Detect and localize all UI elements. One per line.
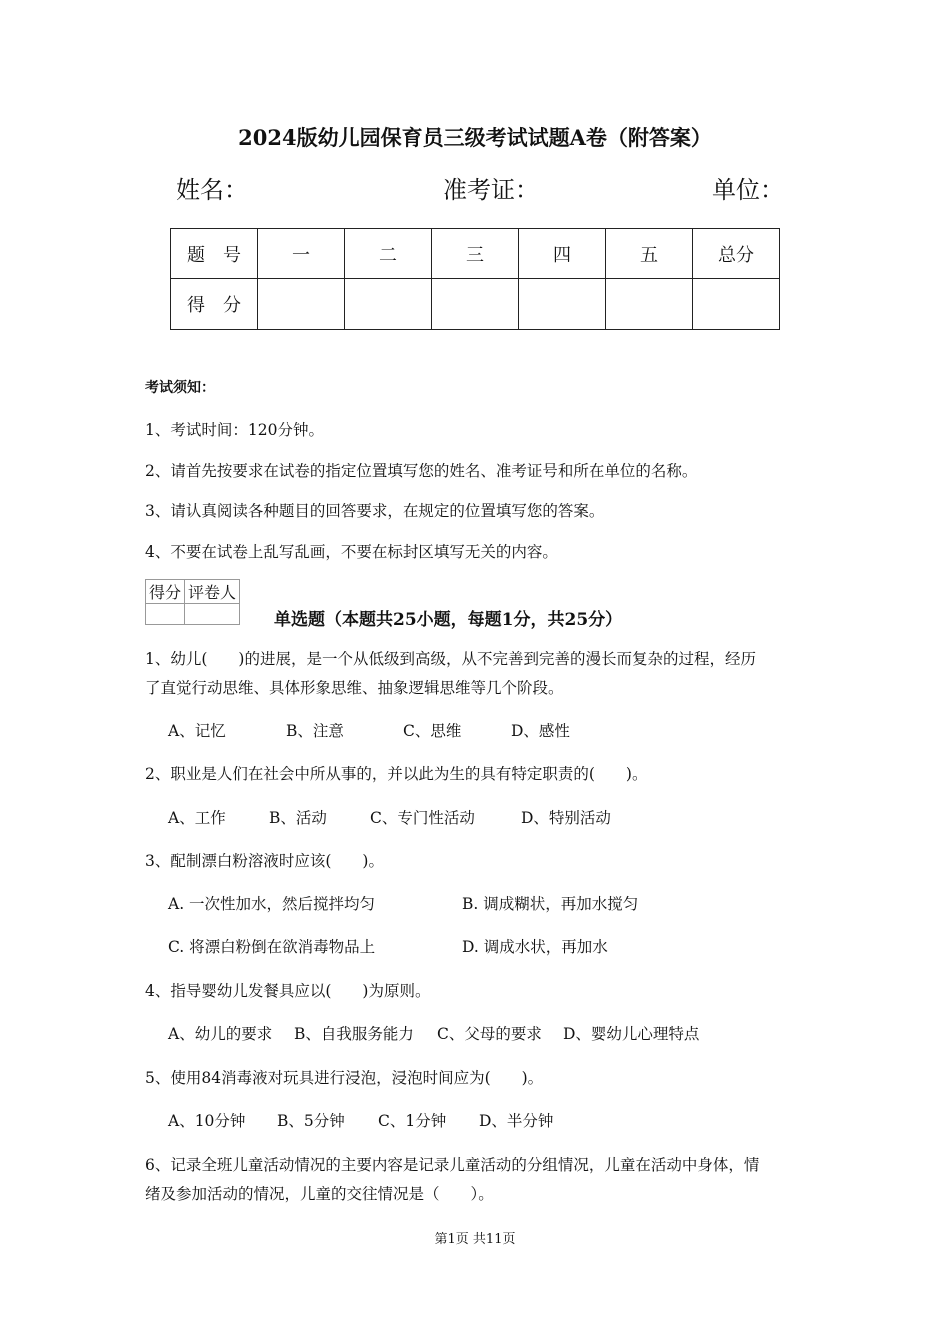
question-4: 4、指导婴幼儿发餐具应以( )为原则。 [145,982,431,1000]
notice-heading: 考试须知： [145,380,215,396]
score-table-header-row [171,229,780,279]
q5-option-c: C、1分钟 [378,1112,447,1130]
notice-item: 2、请首先按要求在试卷的指定位置填写您的姓名、准考证号和所在单位的名称。 [145,462,698,480]
q1-option-b: B、注意 [286,722,344,740]
page-footer: 第1页 共11页 [434,1232,516,1247]
q1-option-d: D、感性 [511,722,570,740]
exam-id-label: 准考证： [443,176,539,204]
score-table-score-row [171,279,780,330]
q4-option-c: C、父母的要求 [437,1025,542,1043]
q2-option-b: B、活动 [269,809,327,827]
unit-label: 单位： [712,176,784,204]
score-table-header: 五 [606,229,693,279]
q3-option-a: A. 一次性加水，然后搅拌均匀 [168,895,376,913]
score-table [170,228,780,330]
question-6-line-1: 6、记录全班儿童活动情况的主要内容是记录儿童活动的分组情况，儿童在活动中身体，情 [145,1156,760,1174]
score-table-header: 二 [345,229,432,279]
score-table-header: 三 [432,229,519,279]
question-5: 5、使用84消毒液对玩具进行浸泡，浸泡时间应为( )。 [145,1069,544,1087]
score-table-header: 一 [258,229,345,279]
score-row-label: 得 分 [171,279,258,330]
q4-option-a: A、幼儿的要求 [168,1025,273,1043]
q4-option-d: D、婴幼儿心理特点 [563,1025,700,1043]
question-2: 2、职业是人们在社会中所从事的，并以此为生的具有特定职责的( )。 [145,765,648,783]
q3-option-b: B. 调成糊状，再加水搅匀 [462,895,639,913]
q5-option-b: B、5分钟 [277,1112,345,1130]
grader-name-cell [185,604,240,625]
q1-option-c: C、思维 [403,722,462,740]
notice-item: 1、考试时间：120分钟。 [145,421,324,439]
score-table-header: 题 号 [171,229,258,279]
score-cell [432,279,519,330]
grader-box [145,579,240,625]
grader-name-label: 评卷人 [185,580,240,604]
notice-item: 4、不要在试卷上乱写乱画，不要在标封区填写无关的内容。 [145,543,558,561]
q2-option-a: A、工作 [168,809,226,827]
q3-option-d: D. 调成水状，再加水 [462,938,608,956]
question-1-line-1: 1、幼儿( )的进展，是一个从低级到高级，从不完善到完善的漫长而复杂的过程，经历 [145,650,756,668]
page-title: 2024版幼儿园保育员三级考试试题A卷（附答案） [238,125,712,150]
section-title: 单选题（本题共25小题，每题1分，共25分） [274,610,623,630]
question-6-line-2: 绪及参加活动的情况，儿童的交往情况是（ ）。 [145,1185,494,1203]
q5-option-d: D、半分钟 [479,1112,554,1130]
q2-option-d: D、特别活动 [521,809,611,827]
q5-option-a: A、10分钟 [168,1112,246,1130]
score-cell [258,279,345,330]
score-cell [606,279,693,330]
q3-option-c: C. 将漂白粉倒在欲消毒物品上 [168,938,376,956]
question-1-line-2: 了直觉行动思维、具体形象思维、抽象逻辑思维等几个阶段。 [145,679,564,697]
notice-item: 3、请认真阅读各种题目的回答要求，在规定的位置填写您的答案。 [145,502,605,520]
score-cell [345,279,432,330]
q1-option-a: A、记忆 [168,722,226,740]
q2-option-c: C、专门性活动 [370,809,475,827]
q4-option-b: B、自我服务能力 [294,1025,414,1043]
score-table-header: 总分 [693,229,780,279]
question-3: 3、配制漂白粉溶液时应该( )。 [145,852,384,870]
grader-score-label: 得分 [146,580,185,604]
score-cell [519,279,606,330]
name-label: 姓名： [176,176,248,204]
score-cell [693,279,780,330]
grader-score-cell [146,604,185,625]
score-table-header: 四 [519,229,606,279]
